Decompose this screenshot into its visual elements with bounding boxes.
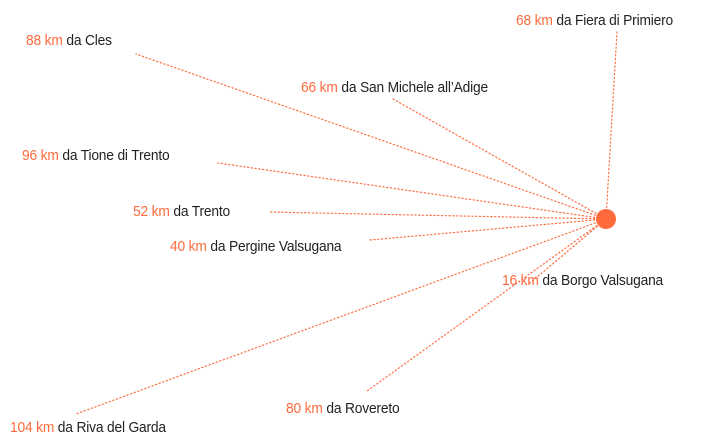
label-fiera-di-primiero <box>516 12 673 30</box>
connector-line-trento <box>268 212 606 219</box>
label-borgo-valsugana <box>502 272 663 290</box>
place-pergine-valsugana: da Pergine Valsugana <box>210 238 342 255</box>
place-riva-del-garda: da Riva del Garda <box>57 419 166 436</box>
connector-line-fiera-di-primiero <box>606 32 617 219</box>
connector-line-san-michele-all-adige <box>393 99 606 219</box>
label-rovereto <box>286 400 399 418</box>
label-tione-di-trento <box>22 147 169 165</box>
place-san-michele-all-adige: da San Michele all’Adige <box>341 79 489 96</box>
place-rovereto: da Rovereto <box>326 400 400 417</box>
place-trento: da Trento <box>173 203 230 220</box>
distance-tione-di-trento: 96 km <box>22 147 59 164</box>
distance-riva-del-garda: 104 km <box>10 419 55 436</box>
label-riva-del-garda <box>10 419 166 437</box>
distance-pergine-valsugana: 40 km <box>170 238 207 255</box>
distance-trento: 52 km <box>133 203 170 220</box>
place-cles: da Cles <box>66 32 112 49</box>
place-tione-di-trento: da Tione di Trento <box>62 147 170 164</box>
place-fiera-di-primiero: da Fiera di Primiero <box>556 12 674 29</box>
connector-line-tione-di-trento <box>218 163 606 219</box>
connector-line-rovereto <box>367 219 606 391</box>
distance-borgo-valsugana: 16 km <box>502 272 539 289</box>
label-san-michele-all-adige <box>301 79 488 97</box>
label-cles <box>26 32 112 50</box>
label-trento <box>133 203 230 221</box>
label-pergine-valsugana <box>170 238 341 256</box>
distance-san-michele-all-adige: 66 km <box>301 79 338 96</box>
place-borgo-valsugana: da Borgo Valsugana <box>542 272 664 289</box>
connector-line-pergine-valsugana <box>370 219 606 240</box>
distance-fiera-di-primiero: 68 km <box>516 12 553 29</box>
location-dot-icon <box>596 209 616 229</box>
distance-rovereto: 80 km <box>286 400 323 417</box>
distance-cles: 88 km <box>26 32 63 49</box>
